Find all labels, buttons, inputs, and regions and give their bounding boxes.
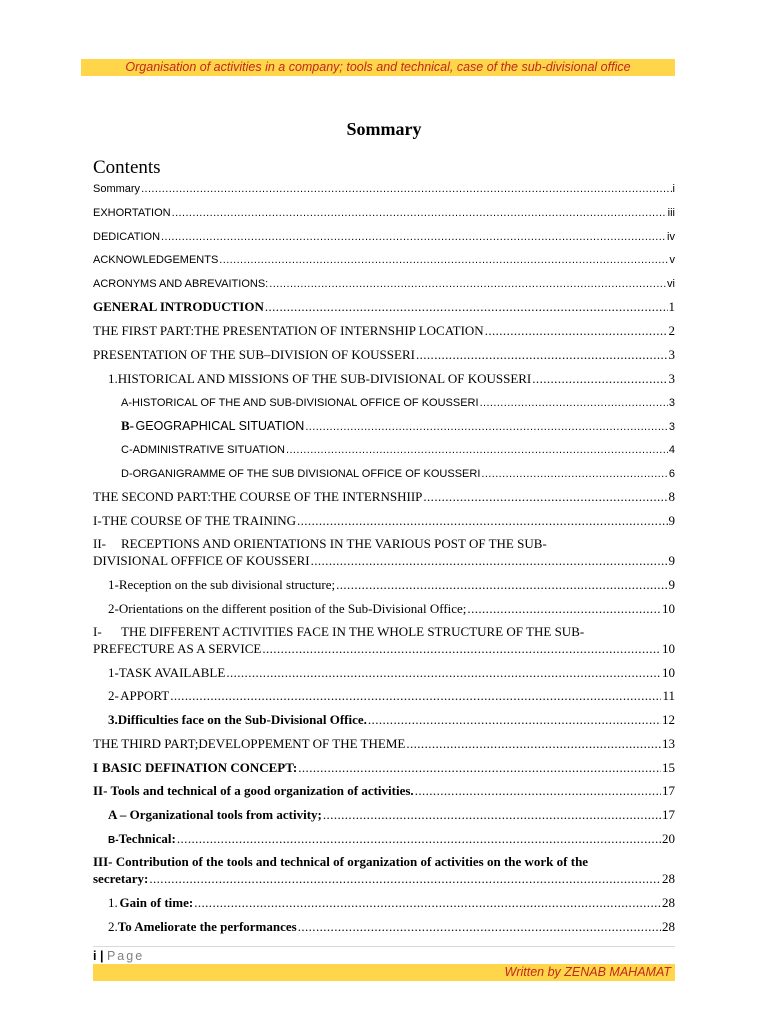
toc-entry-page: 20 [662, 831, 675, 846]
toc-entry-basic-definition[interactable] [93, 759, 675, 777]
toc-entry-page: 15 [662, 760, 675, 775]
toc-entry-number: I- [93, 513, 102, 528]
toc-entry-number: D- [121, 468, 133, 480]
toc-entry-label: A – Organizational tools from activity; [108, 807, 322, 822]
toc-entry-contribution-line1[interactable] [93, 853, 588, 871]
toc-entry-dedication[interactable] [93, 228, 675, 246]
toc-entry-page: 9 [668, 577, 675, 592]
toc-entry-number: II- [93, 536, 106, 551]
toc-entry-acronyms[interactable] [93, 275, 675, 293]
toc-entry-exhortation[interactable] [93, 204, 675, 222]
toc-entry-page: 6 [668, 468, 675, 480]
toc-entry-label: RECEPTIONS AND ORIENTATIONS IN THE VARIOUS POST OF THE SUB- [121, 536, 547, 551]
toc-entry-label: III- Contribution of the tools and technical of organization of activities on the work of the [93, 854, 589, 869]
toc-entry-page: 9 [668, 513, 675, 528]
toc-entry-number: 1- [108, 665, 119, 680]
toc-entry-orientations[interactable] [108, 600, 675, 618]
toc-entry-receptions[interactable] [93, 552, 675, 570]
toc-entry-label: THE SECOND PART:THE COURSE OF THE INTERNSHIIP [93, 489, 423, 504]
toc-entry-label: THE COURSE OF THE TRAINING [102, 513, 296, 528]
toc-entry-page: 3 [668, 397, 675, 409]
toc-entry-label: HISTORICAL OF THE AND SUB-DIVISIONAL OFFICE OF KOUSSERI [132, 397, 479, 409]
toc-entry-number: B- [108, 835, 119, 846]
toc-entry-receptions-line1[interactable] [93, 535, 547, 553]
footer-page-number [93, 948, 144, 964]
toc-entry-reception-structure[interactable] [108, 576, 675, 594]
toc-entry-page: 28 [662, 871, 675, 886]
toc-entry-organizational-tools[interactable] [108, 806, 675, 824]
toc-entry-number: 1- [108, 577, 119, 592]
header-text: Organisation of activities in a company; tools and technical, case of the sub-divisional office [125, 60, 631, 74]
toc-entry-label: Gain of time: [119, 895, 194, 910]
toc-entry-page: 28 [662, 895, 675, 910]
toc-entry-page: 2 [668, 323, 675, 338]
toc-entry-label: Sommary [93, 183, 141, 195]
toc-entry-page: 11 [662, 688, 675, 703]
toc-entry-label: GENERAL INTRODUCTION [93, 299, 264, 314]
toc-entry-number: 1. [108, 895, 118, 910]
toc-entry-number: I [93, 760, 99, 775]
toc-entry-page: v [669, 254, 675, 266]
toc-entry-third-part[interactable] [93, 735, 675, 753]
toc-entry-label: THE DIFFERENT ACTIVITIES FACE IN THE WHOLE STRUCTURE OF THE SUB- [121, 624, 585, 639]
toc-entry-gain-of-time[interactable] [108, 894, 675, 912]
toc-entry-label: BASIC DEFINATION CONCEPT: [101, 760, 298, 775]
toc-entry-page: vi [667, 278, 675, 290]
toc-entry-activities-line1[interactable] [93, 623, 584, 641]
contents-heading: Contents [93, 157, 161, 178]
toc-entry-page: 10 [662, 601, 675, 616]
toc-entry-activities[interactable] [93, 640, 675, 658]
toc-entry-number: C- [121, 444, 133, 456]
toc-entry-course-training[interactable] [93, 512, 675, 530]
toc-entry-label: TASK AVAILABLE [118, 665, 226, 680]
toc-entry-page: 17 [662, 807, 675, 822]
toc-entry-administrative-situation[interactable] [121, 441, 675, 459]
toc-entry-ameliorate[interactable] [108, 918, 675, 936]
toc-entry-label: ACRONYMS AND ABREVAITIONS: [93, 278, 269, 290]
toc-entry-page: i [672, 183, 675, 195]
toc-entry-label: PRESENTATION OF THE SUB–DIVISION OF KOUSSERI [93, 347, 415, 362]
toc-entry-contribution[interactable] [93, 870, 675, 888]
page-title: Sommary [346, 119, 422, 139]
toc-entry-number: 2- [108, 688, 119, 703]
toc-entry-page: 1 [668, 299, 675, 314]
toc-entry-page: 3 [668, 421, 675, 433]
toc-entry-label: ORGANIGRAMME OF THE SUB DIVISIONAL OFFICE OF KOUSSERI [132, 468, 481, 480]
toc-entry-label: EXHORTATION [93, 207, 171, 219]
toc-entry-sommary[interactable] [93, 180, 675, 198]
toc-entry-label: ACKNOWLEDGEMENTS [93, 254, 219, 266]
toc-entry-label-cont: secretary: [93, 871, 149, 886]
toc-entry-page: 9 [668, 553, 675, 568]
toc-entry-number: 2. [108, 919, 118, 934]
toc-entry-page: iv [667, 231, 675, 243]
footer-author: Written by ZENAB MAHAMAT [504, 965, 671, 979]
toc-entry-label: THE FIRST PART:THE PRESENTATION OF INTERNSHIP LOCATION [93, 323, 484, 338]
toc-entry-page: 3 [668, 347, 675, 362]
toc-entry-number: A- [121, 397, 132, 409]
toc-entry-presentation-kousseri[interactable] [93, 346, 675, 364]
toc-entry-page: 8 [668, 489, 675, 504]
toc-entry-tools-technical[interactable] [93, 782, 675, 800]
toc-entry-label: II- Tools and technical of a good organization of activities. [93, 783, 414, 798]
toc-entry-number: B- [121, 418, 134, 433]
toc-entry-general-introduction[interactable] [93, 298, 675, 316]
toc-entry-label: HISTORICAL AND MISSIONS OF THE SUB-DIVISIONAL OF KOUSSERI [117, 371, 532, 386]
toc-entry-acknowledgements[interactable] [93, 251, 675, 269]
toc-entry-label: To Ameliorate the performances [117, 919, 297, 934]
toc-entry-page: 4 [668, 444, 675, 456]
toc-entry-page: 10 [662, 665, 675, 680]
toc-entry-label: Orientations on the different position of the Sub-Divisional Office; [118, 601, 467, 616]
toc-entry-number: I- [93, 624, 102, 639]
toc-entry-label-cont: DIVISIONAL OFFFICE OF KOUSSERI [93, 553, 310, 568]
page-label: Page [106, 949, 145, 963]
toc-entry-organigramme[interactable] [121, 465, 675, 483]
toc-entry-number: 3. [108, 712, 118, 727]
toc-entry-first-part[interactable] [93, 322, 675, 340]
toc-entry-technical[interactable] [108, 830, 675, 848]
page-number: i [93, 949, 97, 963]
toc-entry-label: APPORT [120, 688, 170, 703]
toc-entry-page: 3 [668, 371, 675, 386]
toc-entry-label: GEOGRAPHICAL SITUATION [135, 419, 305, 433]
toc-entry-task-available[interactable] [108, 664, 675, 682]
toc-entry-page: 17 [662, 783, 675, 798]
toc-entry-page: 12 [662, 712, 675, 727]
toc-entry-historical-missions[interactable] [108, 370, 675, 388]
toc-entry-number: 1. [108, 371, 118, 386]
toc-entry-apport[interactable] [108, 687, 675, 705]
toc-entry-label: THE THIRD PART;DEVELOPPEMENT OF THE THEME [93, 736, 406, 751]
page-separator: | [99, 949, 104, 963]
toc-entry-label: Technical: [118, 831, 176, 846]
footer-divider [93, 946, 675, 947]
toc-entry-number: 2- [108, 601, 119, 616]
toc-entry-historical-office[interactable] [121, 394, 675, 412]
toc-entry-label: ADMINISTRATIVE SITUATION [132, 444, 285, 456]
toc-entry-label: DEDICATION [93, 231, 161, 243]
toc-entry-page: 10 [662, 641, 675, 656]
toc-entry-second-part[interactable] [93, 488, 675, 506]
toc-entry-label-cont: PREFECTURE AS A SERVICE [93, 641, 262, 656]
toc-entry-page: 28 [662, 919, 675, 934]
toc-entry-page: iii [667, 207, 675, 219]
toc-entry-difficulties[interactable] [108, 711, 675, 729]
toc-entry-page: 13 [662, 736, 675, 751]
footer-banner [93, 964, 675, 981]
toc-entry-label: Difficulties face on the Sub-Divisional Office. [117, 712, 367, 727]
toc-entry-geographical-situation[interactable] [121, 417, 675, 435]
toc-entry-label: Reception on the sub divisional structure; [118, 577, 336, 592]
